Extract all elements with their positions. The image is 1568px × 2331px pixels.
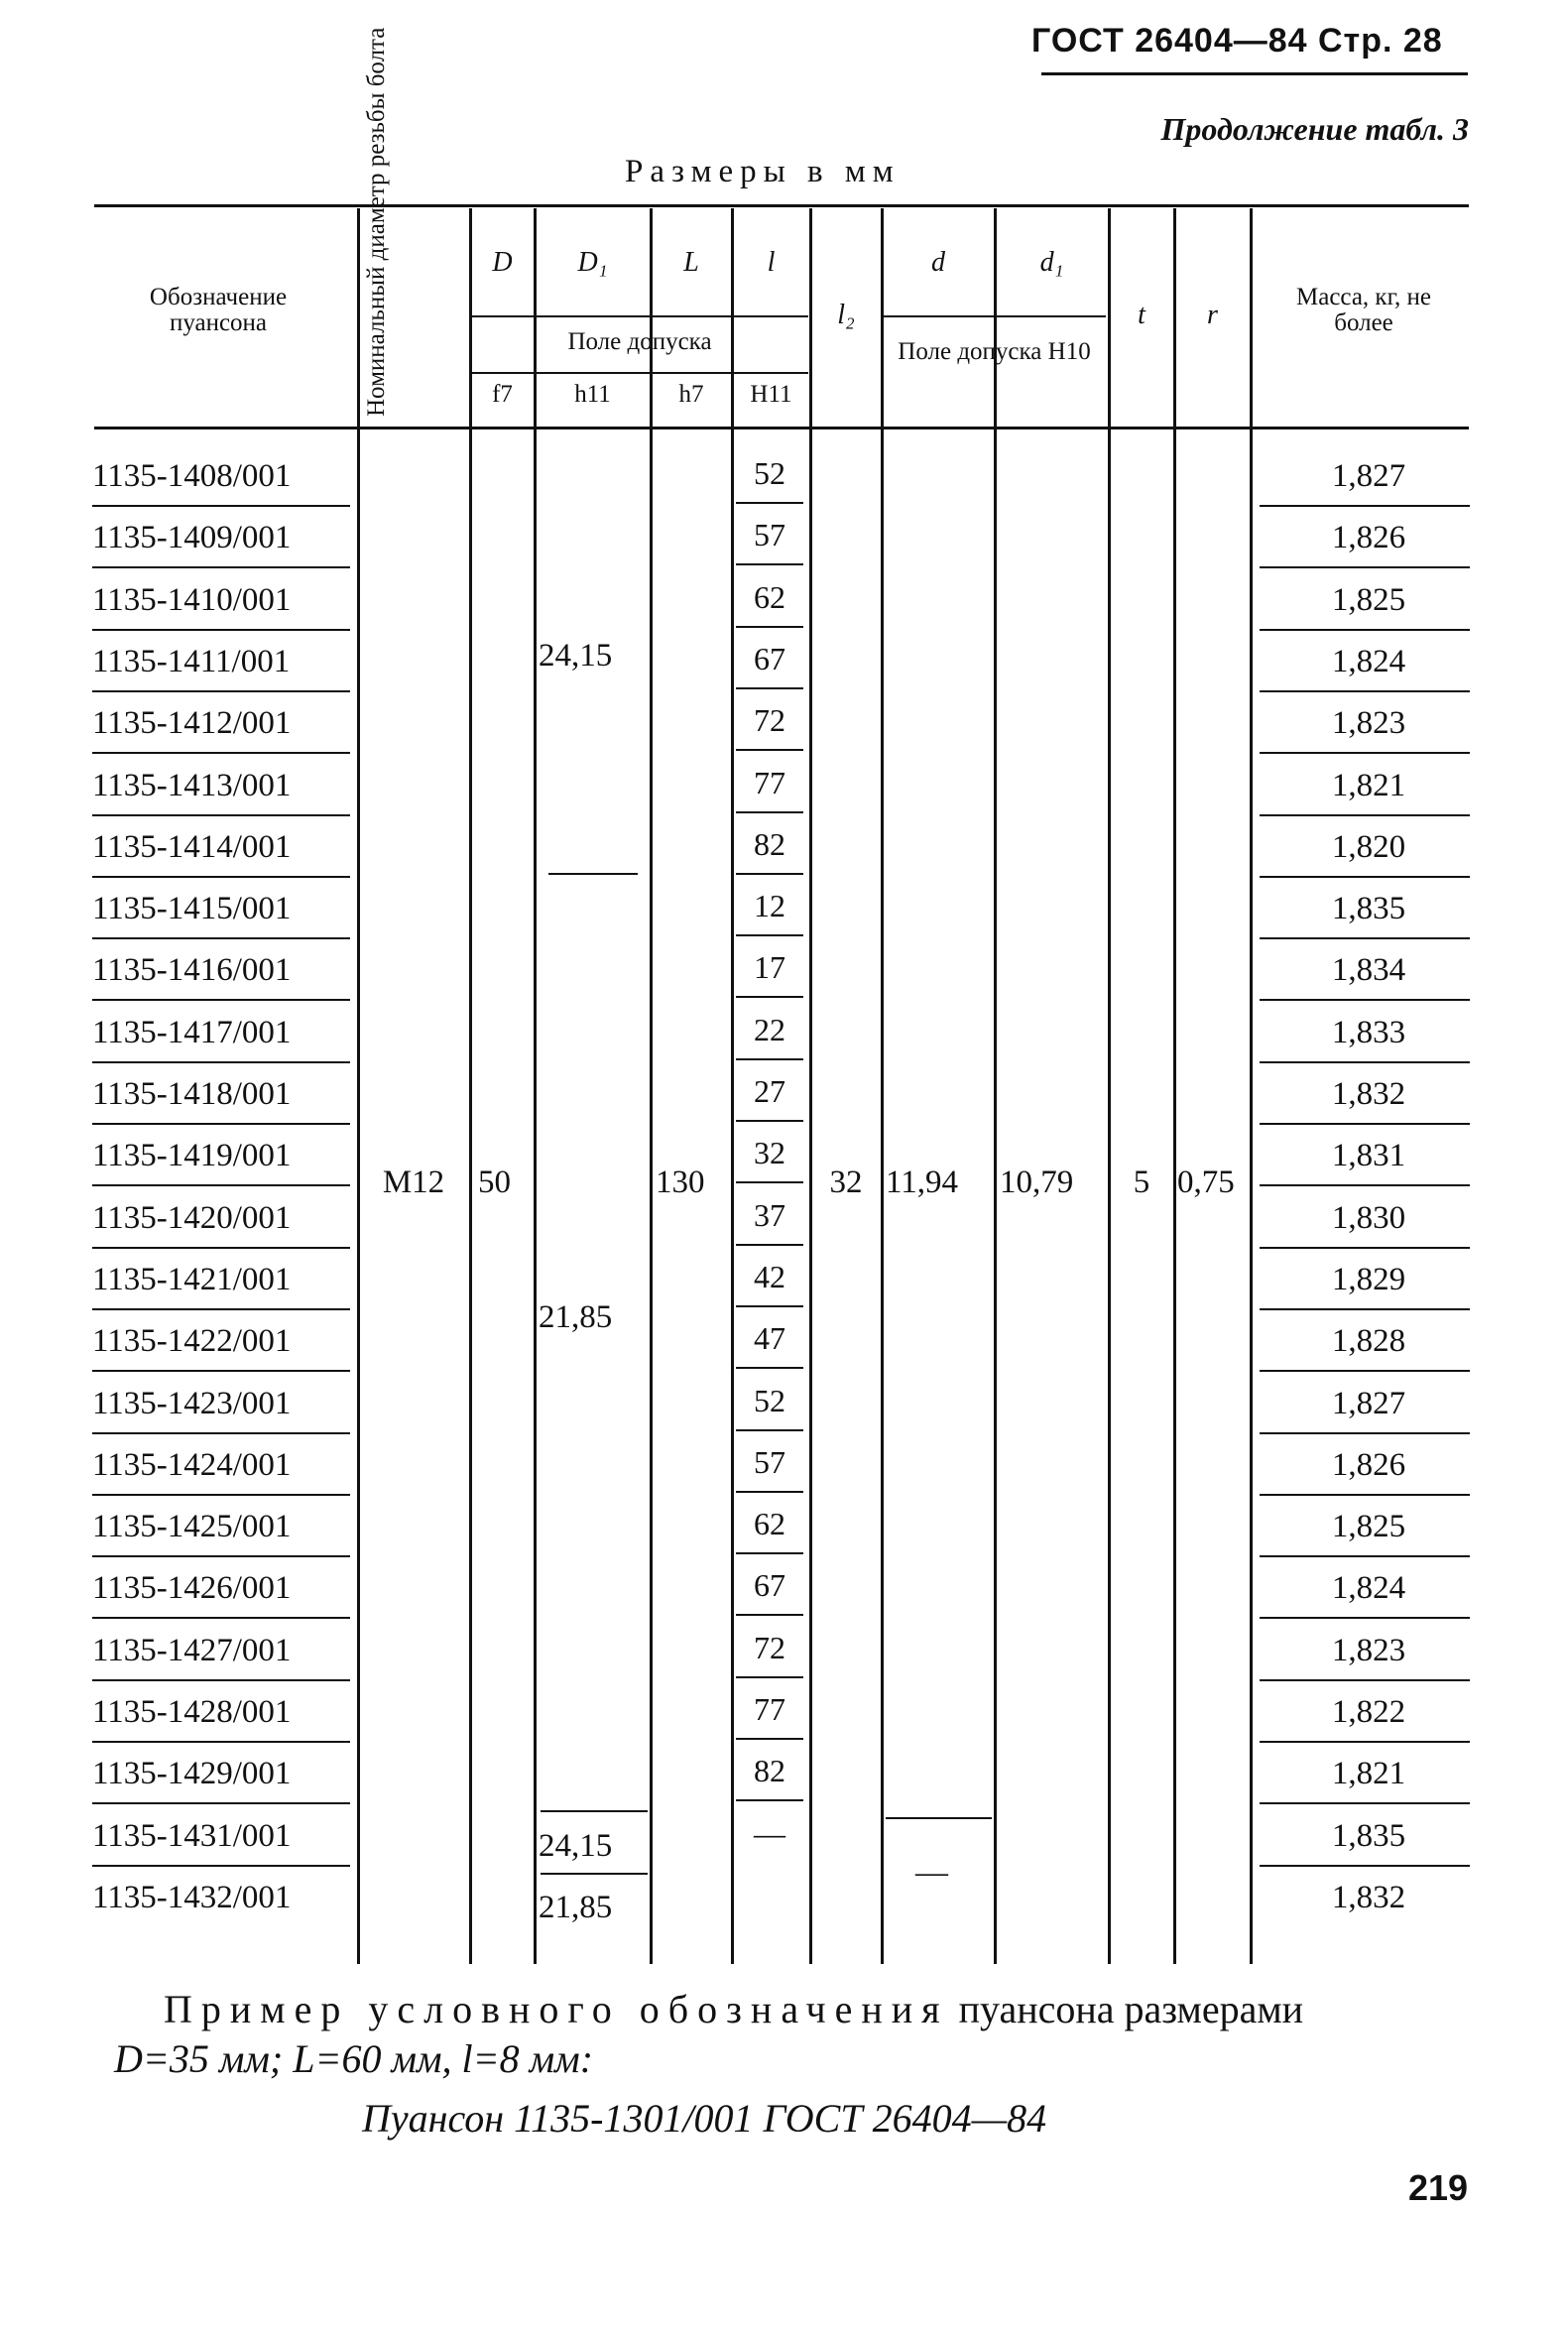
- header-rule: [1041, 72, 1468, 75]
- row-mass-underline: [1260, 1802, 1470, 1804]
- row-mass: 1,835: [1331, 891, 1406, 927]
- row-designation-underline: [92, 752, 350, 754]
- row-mass: 1,828: [1331, 1323, 1406, 1360]
- row-mass: 1,831: [1331, 1138, 1406, 1174]
- row-l-value: 82: [754, 825, 785, 862]
- col-rule: [1250, 208, 1253, 1964]
- example-designation: Пуансон 1135-1301/001 ГОСТ 26404—84: [362, 2096, 1047, 2141]
- header-D: D: [492, 247, 513, 278]
- cell-L: 130: [656, 1165, 705, 1200]
- row-l-underline: [736, 1367, 803, 1369]
- row-designation-underline: [92, 999, 350, 1001]
- row-mass: 1,832: [1331, 1076, 1406, 1112]
- row-mass-underline: [1260, 566, 1470, 568]
- row-l-value: 22: [754, 1011, 785, 1047]
- header-subrule: [471, 372, 808, 374]
- row-designation: 1135-1416/001: [92, 952, 292, 989]
- row-designation: 1135-1420/001: [92, 1199, 292, 1236]
- cell-D: 50: [478, 1165, 511, 1200]
- row-designation: 1135-1415/001: [92, 891, 292, 927]
- row-designation: 1135-1422/001: [92, 1323, 292, 1360]
- row-mass-underline: [1260, 1247, 1470, 1249]
- row-mass-underline: [1260, 1555, 1470, 1557]
- cell-t: 5: [1133, 1165, 1150, 1200]
- example-lead-rest: пуансона размерами: [948, 1987, 1304, 2031]
- row-designation-underline: [92, 1184, 350, 1186]
- row-designation: 1135-1418/001: [92, 1076, 292, 1112]
- header-l: l: [767, 247, 776, 278]
- row-l-value: 12: [754, 888, 785, 924]
- row-mass: 1,820: [1331, 828, 1406, 865]
- row-l-value: —: [754, 1814, 785, 1851]
- row-l-value: 77: [754, 1691, 785, 1727]
- row-l-underline: [736, 749, 803, 751]
- row-designation-underline: [92, 1555, 350, 1557]
- row-designation: 1135-1429/001: [92, 1756, 292, 1792]
- row-designation-underline: [92, 1494, 350, 1496]
- row-designation-underline: [92, 1061, 350, 1063]
- row-l-underline: [736, 1429, 803, 1431]
- col-rule: [534, 208, 537, 1964]
- header-nominal-diameter: Номинальный диаметр резьбы болта: [363, 27, 390, 417]
- row-l-value: 42: [754, 1258, 785, 1294]
- header-tol-L: h7: [678, 381, 704, 408]
- cell-d1: 10,79: [1000, 1165, 1074, 1200]
- row-l-value: 57: [754, 1443, 785, 1480]
- row-designation: 1135-1417/001: [92, 1014, 292, 1050]
- row-l-underline: [736, 1552, 803, 1554]
- D1-group-divider: [541, 1810, 648, 1812]
- cell-D1-row-1431: 24,15: [539, 1828, 613, 1864]
- row-l-value: 37: [754, 1196, 785, 1233]
- row-l-underline: [736, 934, 803, 936]
- row-designation: 1135-1410/001: [92, 581, 292, 618]
- row-l-underline: [736, 996, 803, 998]
- row-mass-underline: [1260, 629, 1470, 631]
- row-mass: 1,833: [1331, 1014, 1406, 1050]
- header-tol-D: f7: [492, 381, 513, 408]
- header-designation: Обозначение пуансона: [149, 284, 288, 337]
- row-mass: 1,826: [1331, 520, 1406, 556]
- row-designation-underline: [92, 690, 350, 692]
- row-mass: 1,822: [1331, 1694, 1406, 1730]
- row-l-underline: [736, 563, 803, 565]
- row-mass: 1,824: [1331, 1570, 1406, 1607]
- col-rule: [881, 208, 884, 1964]
- example-lead: Пример условного обозначения: [164, 1987, 949, 2031]
- row-l-value: 67: [754, 640, 785, 676]
- row-l-value: 62: [754, 578, 785, 615]
- row-l-value: 32: [754, 1135, 785, 1171]
- row-l-value: 52: [754, 455, 785, 491]
- row-designation-underline: [92, 876, 350, 878]
- row-l-value: 82: [754, 1753, 785, 1789]
- row-designation: 1135-1432/001: [92, 1879, 292, 1915]
- row-designation: 1135-1412/001: [92, 705, 292, 742]
- row-mass-underline: [1260, 690, 1470, 692]
- row-mass-underline: [1260, 1184, 1470, 1186]
- row-l-underline: [736, 687, 803, 689]
- row-l-underline: [736, 1181, 803, 1183]
- row-l-value: 67: [754, 1567, 785, 1604]
- row-mass-underline: [1260, 1123, 1470, 1125]
- header-tolerance-field: Поле допуска: [567, 328, 712, 355]
- row-designation-underline: [92, 1370, 350, 1372]
- row-designation-underline: [92, 1432, 350, 1434]
- D1-group-divider: [548, 873, 638, 875]
- row-designation: 1135-1409/001: [92, 520, 292, 556]
- row-designation: 1135-1411/001: [92, 643, 291, 679]
- row-mass: 1,825: [1331, 1509, 1406, 1545]
- row-l-underline: [736, 1614, 803, 1616]
- header-L: L: [683, 247, 699, 278]
- row-designation: 1135-1425/001: [92, 1509, 292, 1545]
- row-l-underline: [736, 811, 803, 813]
- header-l2: l₂: [837, 300, 855, 330]
- col-rule: [469, 208, 472, 1964]
- page-number: 219: [1408, 2167, 1469, 2208]
- row-designation-underline: [92, 1741, 350, 1743]
- row-designation: 1135-1427/001: [92, 1632, 292, 1668]
- row-designation: 1135-1428/001: [92, 1694, 292, 1730]
- row-l-underline: [736, 1120, 803, 1122]
- row-designation: 1135-1414/001: [92, 828, 292, 865]
- header-tol-D1: h11: [574, 381, 611, 408]
- cell-d: 11,94: [886, 1165, 959, 1200]
- row-designation: 1135-1423/001: [92, 1385, 292, 1421]
- example-paragraph: [164, 1986, 1473, 2033]
- header-bottom-rule: [94, 427, 1469, 429]
- row-mass-underline: [1260, 1370, 1470, 1372]
- row-mass-underline: [1260, 999, 1470, 1001]
- row-l-value: 57: [754, 517, 785, 553]
- cell-nominal-diameter: M12: [382, 1165, 445, 1200]
- row-mass-underline: [1260, 1494, 1470, 1496]
- row-designation: 1135-1419/001: [92, 1138, 292, 1174]
- header-d1: d₁: [1039, 247, 1064, 278]
- col-rule: [809, 208, 812, 1964]
- row-mass: 1,821: [1331, 1756, 1406, 1792]
- row-l-underline: [736, 1058, 803, 1060]
- row-designation-underline: [92, 1802, 350, 1804]
- row-l-value: 27: [754, 1073, 785, 1109]
- row-l-value: 52: [754, 1382, 785, 1418]
- col-rule: [731, 208, 734, 1964]
- d-group-divider: [886, 1817, 992, 1819]
- row-l-underline: [736, 1676, 803, 1678]
- row-designation: 1135-1408/001: [92, 458, 292, 494]
- row-mass: 1,827: [1331, 458, 1406, 494]
- row-l-underline: [736, 1738, 803, 1740]
- table-continuation-note: Продолжение табл. 3: [1160, 111, 1469, 147]
- cell-l2: 32: [829, 1165, 863, 1200]
- row-designation-underline: [92, 505, 350, 507]
- header-tol-l: H11: [750, 381, 792, 408]
- header-r: r: [1207, 300, 1218, 330]
- row-mass-underline: [1260, 876, 1470, 878]
- row-l-underline: [736, 1305, 803, 1307]
- row-designation-underline: [92, 1247, 350, 1249]
- col-rule: [994, 208, 997, 1964]
- row-mass: 1,821: [1331, 767, 1406, 803]
- row-l-value: 62: [754, 1506, 785, 1542]
- header-tolerance-field-d: Поле допуска H10: [898, 338, 1091, 365]
- col-rule: [1173, 208, 1176, 1964]
- row-l-underline: [736, 1799, 803, 1801]
- header-mass: Масса, кг, не более: [1296, 284, 1431, 337]
- row-designation-underline: [92, 1679, 350, 1681]
- row-mass-underline: [1260, 1432, 1470, 1434]
- row-l-underline: [736, 502, 803, 504]
- row-designation: 1135-1424/001: [92, 1446, 292, 1483]
- row-mass-underline: [1260, 814, 1470, 816]
- row-mass-underline: [1260, 1679, 1470, 1681]
- row-designation-underline: [92, 1308, 350, 1310]
- row-designation-underline: [92, 566, 350, 568]
- header-t: t: [1138, 300, 1146, 330]
- header-subrule: [471, 315, 808, 317]
- col-rule: [1108, 208, 1111, 1964]
- row-l-value: 72: [754, 702, 785, 739]
- cell-D1-group-a: 24,15: [539, 638, 613, 674]
- header-d: d: [931, 247, 945, 278]
- row-mass-underline: [1260, 1741, 1470, 1743]
- table-top-rule: [94, 204, 1469, 207]
- header-subrule: [883, 315, 1106, 317]
- row-mass: 1,824: [1331, 643, 1406, 679]
- row-mass: 1,834: [1331, 952, 1406, 989]
- row-designation: 1135-1431/001: [92, 1817, 292, 1854]
- row-l-underline: [736, 1491, 803, 1493]
- units-caption: Размеры в мм: [625, 154, 901, 189]
- row-designation-underline: [92, 1617, 350, 1619]
- row-designation: 1135-1421/001: [92, 1261, 292, 1297]
- row-designation: 1135-1426/001: [92, 1570, 292, 1607]
- header-D1: D₁: [577, 247, 608, 278]
- row-designation: 1135-1413/001: [92, 767, 292, 803]
- cell-d-dash: —: [915, 1855, 948, 1891]
- row-mass-underline: [1260, 505, 1470, 507]
- row-mass: 1,827: [1331, 1385, 1406, 1421]
- row-mass-underline: [1260, 1617, 1470, 1619]
- row-mass: 1,826: [1331, 1446, 1406, 1483]
- row-designation-underline: [92, 814, 350, 816]
- col-rule: [357, 208, 360, 1964]
- cell-r: 0,75: [1177, 1165, 1235, 1200]
- row-l-underline: [736, 873, 803, 875]
- row-mass: 1,835: [1331, 1817, 1406, 1854]
- row-mass-underline: [1260, 1865, 1470, 1867]
- cell-D1-row-1432: 21,85: [539, 1890, 613, 1925]
- row-mass: 1,829: [1331, 1261, 1406, 1297]
- row-mass: 1,823: [1331, 705, 1406, 742]
- row-l-value: 47: [754, 1320, 785, 1357]
- D1-row-divider: [541, 1873, 648, 1875]
- row-mass-underline: [1260, 1061, 1470, 1063]
- row-mass: 1,825: [1331, 581, 1406, 618]
- row-mass: 1,832: [1331, 1879, 1406, 1915]
- cell-D1-group-b: 21,85: [539, 1299, 613, 1335]
- row-designation-underline: [92, 629, 350, 631]
- row-mass: 1,830: [1331, 1199, 1406, 1236]
- row-designation-underline: [92, 1123, 350, 1125]
- row-designation-underline: [92, 1865, 350, 1867]
- row-l-value: 77: [754, 764, 785, 800]
- row-designation-underline: [92, 937, 350, 939]
- row-l-underline: [736, 1244, 803, 1246]
- row-l-value: 72: [754, 1629, 785, 1665]
- row-l-underline: [736, 626, 803, 628]
- col-rule: [650, 208, 653, 1964]
- standard-header: ГОСТ 26404—84 Стр. 28: [1031, 22, 1443, 60]
- row-mass-underline: [1260, 937, 1470, 939]
- example-dimensions: D=35 мм; L=60 мм, l=8 мм:: [114, 2036, 594, 2081]
- row-mass: 1,823: [1331, 1632, 1406, 1668]
- row-l-value: 17: [754, 949, 785, 986]
- row-mass-underline: [1260, 1308, 1470, 1310]
- row-mass-underline: [1260, 752, 1470, 754]
